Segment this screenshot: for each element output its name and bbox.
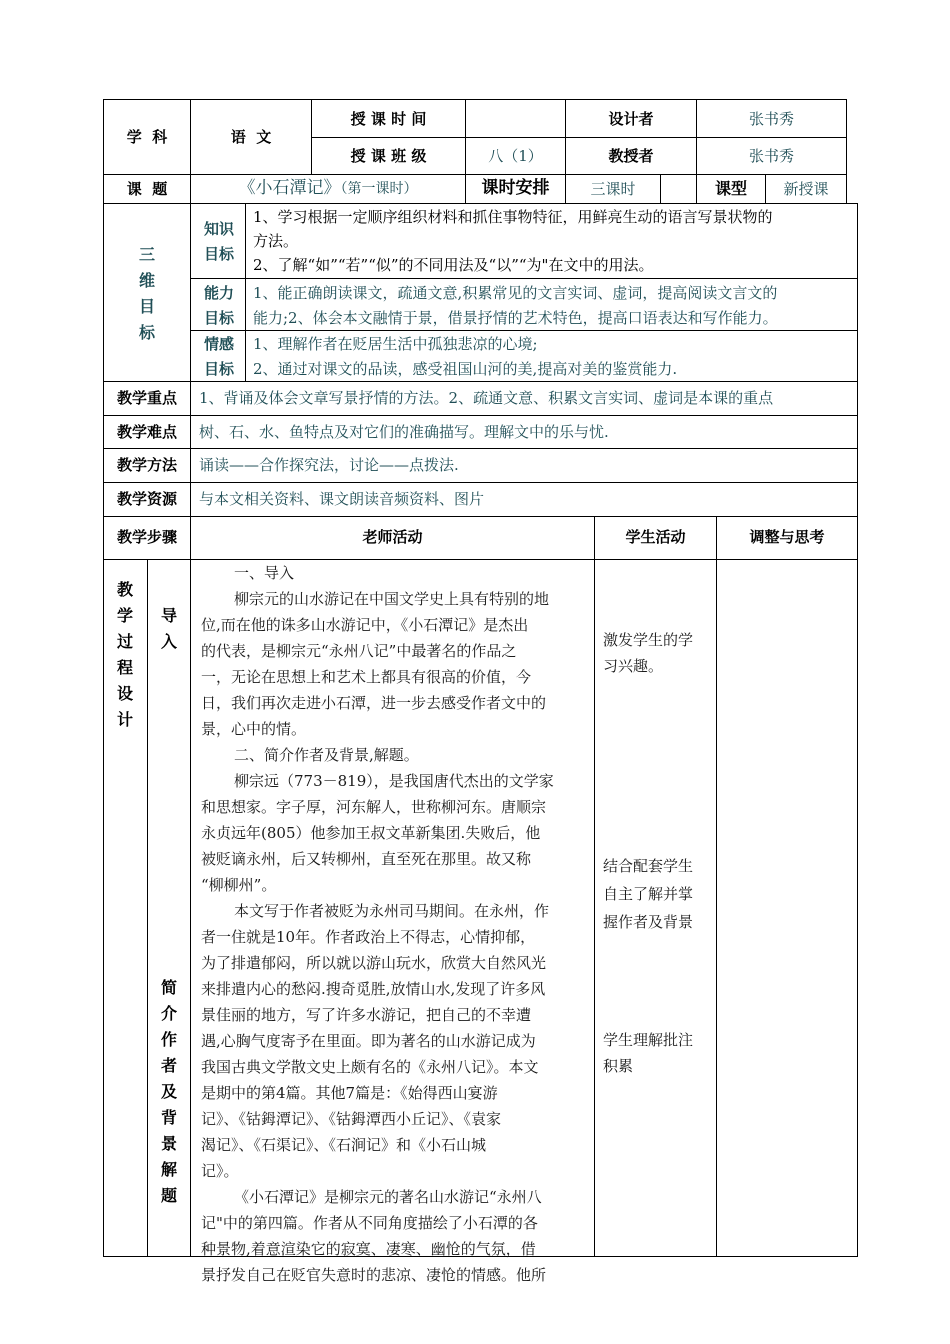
rule [103, 415, 858, 416]
teacher-line: 遇,心胸气度寄予在里面。即为著名的山水游记成为 [201, 1032, 536, 1050]
teacher-value: 张书秀 [748, 147, 794, 165]
step-background-char: 解 [160, 1160, 177, 1179]
schedule-value: 三课时 [590, 180, 636, 198]
rule [103, 174, 847, 175]
knowledge-label-line: 知识 [203, 220, 234, 238]
resource-label: 教学资源 [116, 490, 177, 508]
teacher-line: 一，无论在思想上和艺术上都具有很高的价值，今 [201, 668, 532, 686]
teacher-line: 和思想家。字子厚，河东解人，世称柳河东。唐顺宗 [201, 798, 547, 816]
knowledge-label-line: 目标 [203, 245, 234, 263]
teacher-line: 我国古典文学散文史上颇有名的《永州八记》。本文 [201, 1058, 539, 1076]
topic-cell [191, 177, 465, 200]
difficulty-value: 树、石、水、鱼特点及对它们的准确描写。理解文中的乐与忧. [199, 423, 609, 441]
rule [190, 278, 858, 279]
goals-label-char: 标 [138, 323, 155, 342]
ability-label-line: 能力 [203, 284, 234, 302]
rule [594, 516, 595, 1257]
goals-label [136, 242, 158, 346]
schedule-label: 课时安排 [481, 178, 550, 198]
student-activity-1 [603, 627, 715, 679]
student-line: 激发学生的学 [603, 631, 694, 649]
teacher-line: 一、导入 [234, 564, 295, 582]
rule [857, 516, 858, 1257]
emotion-line: 1、理解作者在贬居生活中孤独悲凉的心境; [253, 335, 538, 353]
teacher-line: 是期中的第4篇。其他7篇是：《始得西山宴游 [201, 1084, 498, 1102]
student-activity-2 [603, 852, 715, 936]
rule [103, 448, 858, 449]
teacher-line: 柳宗元的山水游记在中国文学史上具有特别的地 [234, 590, 550, 608]
step-background-char: 景 [160, 1134, 177, 1153]
student-line: 握作者及背景 [603, 913, 694, 931]
ability-text [253, 281, 778, 331]
rule [147, 559, 148, 1257]
rule [103, 482, 858, 483]
emotion-label-line: 情感 [203, 335, 234, 353]
teacher-line: 的代表，是柳宗元“永州八记”中最著名的作品之 [201, 642, 517, 660]
teacher-line: 记》。 [201, 1162, 239, 1180]
step-intro-char: 导 [160, 606, 177, 625]
topic-note: （第一课时） [340, 181, 418, 197]
goals-label-char: 维 [138, 271, 155, 290]
teacher-line: 位,而在他的诛多山水游记中，《小石潭记》是杰出 [201, 616, 529, 634]
step-background-char: 及 [160, 1082, 177, 1101]
teacher-line: 景佳丽的地方，写了许多水游记，把自己的不幸遭 [201, 1006, 532, 1024]
method-value: 诵读——合作探究法，讨论——点拨法. [199, 456, 459, 474]
process-label-char: 教 [116, 580, 133, 599]
teacher-label: 教授者 [608, 147, 654, 165]
teacher-line: 者一住就是10年。作者政治上不得志，心情抑郁， [201, 928, 536, 946]
rule [103, 516, 858, 517]
teacher-line: 种景物,着意渲染它的寂寞、凄寒、幽怆的气氛，借 [201, 1240, 536, 1258]
step-background-char: 者 [160, 1056, 177, 1075]
step-background-label [158, 975, 180, 1209]
rule [103, 99, 847, 100]
designer-value: 张书秀 [748, 110, 794, 128]
teacher-line: 柳宗远（773－819），是我国唐代杰出的文学家 [234, 772, 554, 790]
teacher-line: 为了排遣郁闷，所以就以游山玩水，欣赏大自然风光 [201, 954, 547, 972]
teacher-line: 景抒发自己在贬官失意时的悲凉、凄怆的情感。他所 [201, 1266, 547, 1284]
process-label-char: 过 [116, 632, 133, 651]
key-label: 教学重点 [116, 389, 177, 407]
rule [103, 203, 104, 381]
class-label: 授 课 班 级 [350, 147, 427, 165]
ability-label [196, 281, 242, 331]
teacher-line: 来排遣内心的愁闷.搜奇觅胜,放情山水,发现了许多风 [201, 980, 546, 998]
rule [103, 516, 104, 1257]
topic-value: 《小石潭记》 [238, 178, 341, 198]
rule [245, 203, 246, 381]
ability-line: 1、能正确朗读课文，疏通文意,积累常见的文言实词、虚词，提高阅读文言文的 [253, 284, 778, 302]
teacher-line: “柳柳州”。 [201, 876, 277, 894]
rule [857, 381, 858, 517]
step-background-char: 题 [160, 1186, 177, 1205]
process-label-char: 程 [116, 658, 133, 677]
rule [103, 203, 858, 204]
emotion-text [253, 332, 677, 382]
knowledge-line: 2、了解“如”“若”“似”的不同用法及“以”“为"在文中的用法。 [253, 256, 654, 274]
emotion-line: 2、通过对课文的品读，感受祖国山河的美,提高对美的鉴赏能力. [253, 360, 678, 378]
class-value: 八（1） [488, 147, 543, 165]
goals-label-char: 三 [138, 245, 155, 264]
knowledge-label [196, 217, 242, 267]
rule [190, 381, 191, 517]
goals-label-char: 目 [138, 297, 155, 316]
rule [716, 516, 717, 1257]
rule [190, 203, 191, 381]
rule [660, 174, 661, 204]
step-intro-char: 入 [160, 632, 177, 651]
method-label: 教学方法 [116, 456, 177, 474]
teacher-line: 永贞远年(805）他参加王叔文革新集团.失败后，他 [201, 824, 541, 842]
student-line: 结合配套学生 [603, 857, 694, 875]
process-label-char: 设 [116, 684, 133, 703]
step-intro-label [158, 603, 180, 655]
teacher-line: 被贬谪永州，后又转柳州，直至死在那里。故又称 [201, 850, 532, 868]
ability-label-line: 目标 [203, 309, 234, 327]
type-label: 课型 [714, 179, 747, 198]
teacher-line: 二、简介作者及背景,解题。 [234, 746, 419, 764]
teacher-line: 《小石潭记》是柳宗元的著名山水游记“永州八 [234, 1188, 542, 1206]
knowledge-text [253, 205, 773, 277]
rule [846, 99, 847, 204]
time-label: 授 课 时 间 [350, 110, 427, 128]
topic-label: 课 题 [126, 180, 168, 198]
step-background-char: 介 [160, 1004, 177, 1023]
adjust-header: 调整与思考 [749, 528, 825, 546]
student-line: 自主了解并掌 [603, 885, 694, 903]
step-background-char: 作 [160, 1030, 177, 1049]
process-label-char: 计 [116, 710, 133, 729]
key-value: 1、背诵及体会文章写景抒情的方法。2、疏通文意、积累文言实词、虚词是本课的重点 [199, 389, 774, 407]
emotion-label [196, 332, 242, 382]
rule [311, 137, 847, 138]
teacher-line: 景，心中的情。 [201, 720, 307, 738]
process-label [114, 577, 136, 733]
subject-label: 学 科 [126, 128, 168, 146]
teacher-line: 本文写于作者被贬为永州司马期间。在永州，作 [234, 902, 550, 920]
rule [857, 203, 858, 381]
process-label-char: 学 [116, 606, 133, 625]
teacher-header: 老师活动 [362, 528, 423, 546]
student-line: 积累 [603, 1057, 634, 1075]
student-line: 习兴趣。 [603, 657, 664, 675]
teacher-line: 日，我们再次走进小石潭，进一步去感受作者文中的 [201, 694, 547, 712]
student-header: 学生活动 [625, 528, 686, 546]
teacher-line: 记》、《钴鉧潭记》、《钴鉧潭西小丘记》、《袁家 [201, 1110, 502, 1128]
type-value: 新授课 [783, 180, 829, 198]
difficulty-label: 教学难点 [116, 423, 177, 441]
designer-label: 设计者 [608, 110, 654, 128]
student-activity-3 [603, 1027, 715, 1079]
teacher-line: 渴记》、《石渠记》、《石涧记》和《小石山城 [201, 1136, 487, 1154]
teacher-line: 记"中的第四篇。作者从不同角度描绘了小石潭的各 [201, 1214, 538, 1232]
step-background-char: 简 [160, 978, 177, 997]
knowledge-line: 1、学习根据一定顺序组织材料和抓住事物特征，用鲜亮生动的语言写景状物的 [253, 208, 773, 226]
resource-value: 与本文相关资料、课文朗读音频资料、图片 [199, 490, 485, 508]
student-line: 学生理解批注 [603, 1031, 694, 1049]
steps-header: 教学步骤 [116, 528, 177, 546]
subject-value: 语 文 [230, 128, 272, 146]
rule [190, 516, 191, 1257]
step-background-char: 背 [160, 1108, 177, 1127]
knowledge-line: 方法。 [253, 232, 299, 250]
emotion-label-line: 目标 [203, 360, 234, 378]
ability-line: 能力;2、体会本文融情于景，借景抒情的艺术特色，提高口语表达和写作能力。 [253, 309, 778, 327]
teacher-activity [201, 560, 591, 1288]
